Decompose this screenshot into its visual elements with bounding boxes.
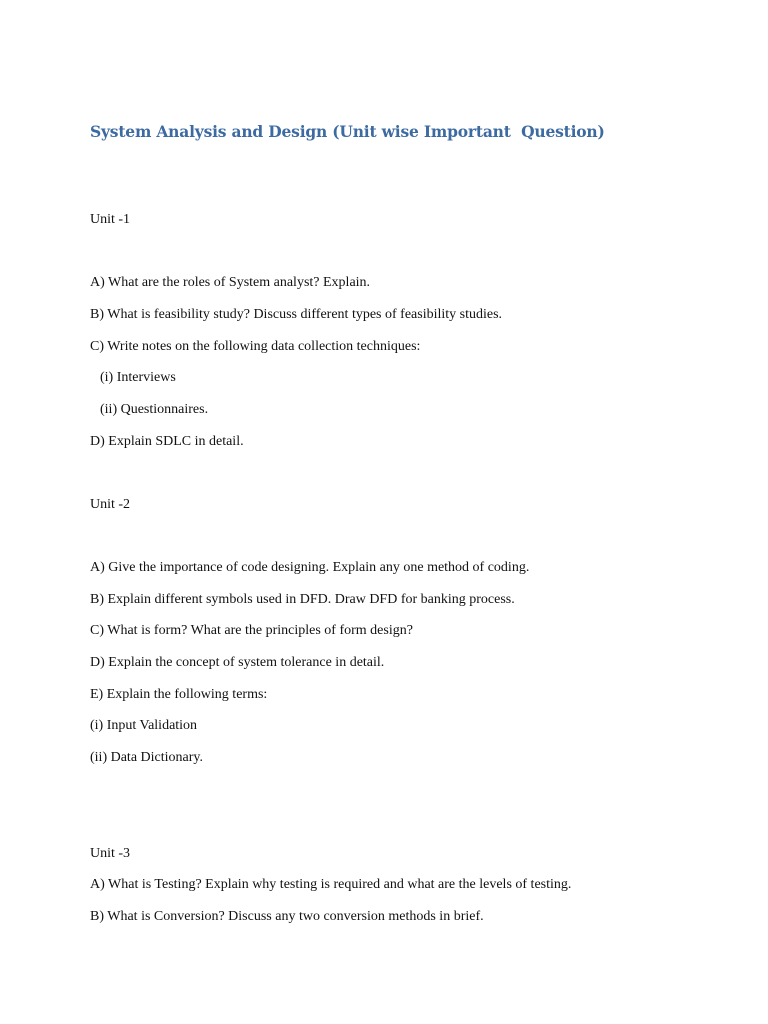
unit-1-question-d: D) Explain SDLC in detail. (90, 434, 244, 449)
unit-2-question-e: E) Explain the following terms: (90, 687, 268, 702)
unit-2-question-e-sub-i: (i) Input Validation (90, 718, 198, 733)
unit-2-heading: Unit -2 (90, 497, 131, 512)
unit-2-question-d: D) Explain the concept of system tolerance in detail. (90, 655, 385, 670)
unit-1-question-c-sub-i: (i) Interviews (100, 370, 176, 385)
unit-2-question-b: B) Explain different symbols used in DFD. Draw DFD for banking process. (90, 592, 515, 607)
unit-3-heading: Unit -3 (90, 846, 131, 861)
unit-3-question-b: B) What is Conversion? Discuss any two conversion methods in brief. (90, 909, 484, 924)
unit-2-question-c: C) What is form? What are the principles of form design? (90, 623, 413, 638)
unit-1-question-a: A) What are the roles of System analyst? Explain. (90, 275, 371, 290)
unit-2-question-a: A) Give the importance of code designing. Explain any one method of coding. (90, 560, 530, 575)
unit-3-question-a: A) What is Testing? Explain why testing is required and what are the levels of testing. (90, 877, 572, 892)
unit-1-heading: Unit -1 (90, 212, 131, 227)
unit-2-question-e-sub-ii: (ii) Data Dictionary. (90, 750, 203, 765)
document-title: System Analysis and Design (Unit wise Important Question) (90, 122, 605, 141)
unit-1-question-c: C) Write notes on the following data collection techniques: (90, 339, 421, 354)
unit-1-question-c-sub-ii: (ii) Questionnaires. (100, 402, 209, 417)
unit-1-question-b: B) What is feasibility study? Discuss different types of feasibility studies. (90, 307, 503, 322)
